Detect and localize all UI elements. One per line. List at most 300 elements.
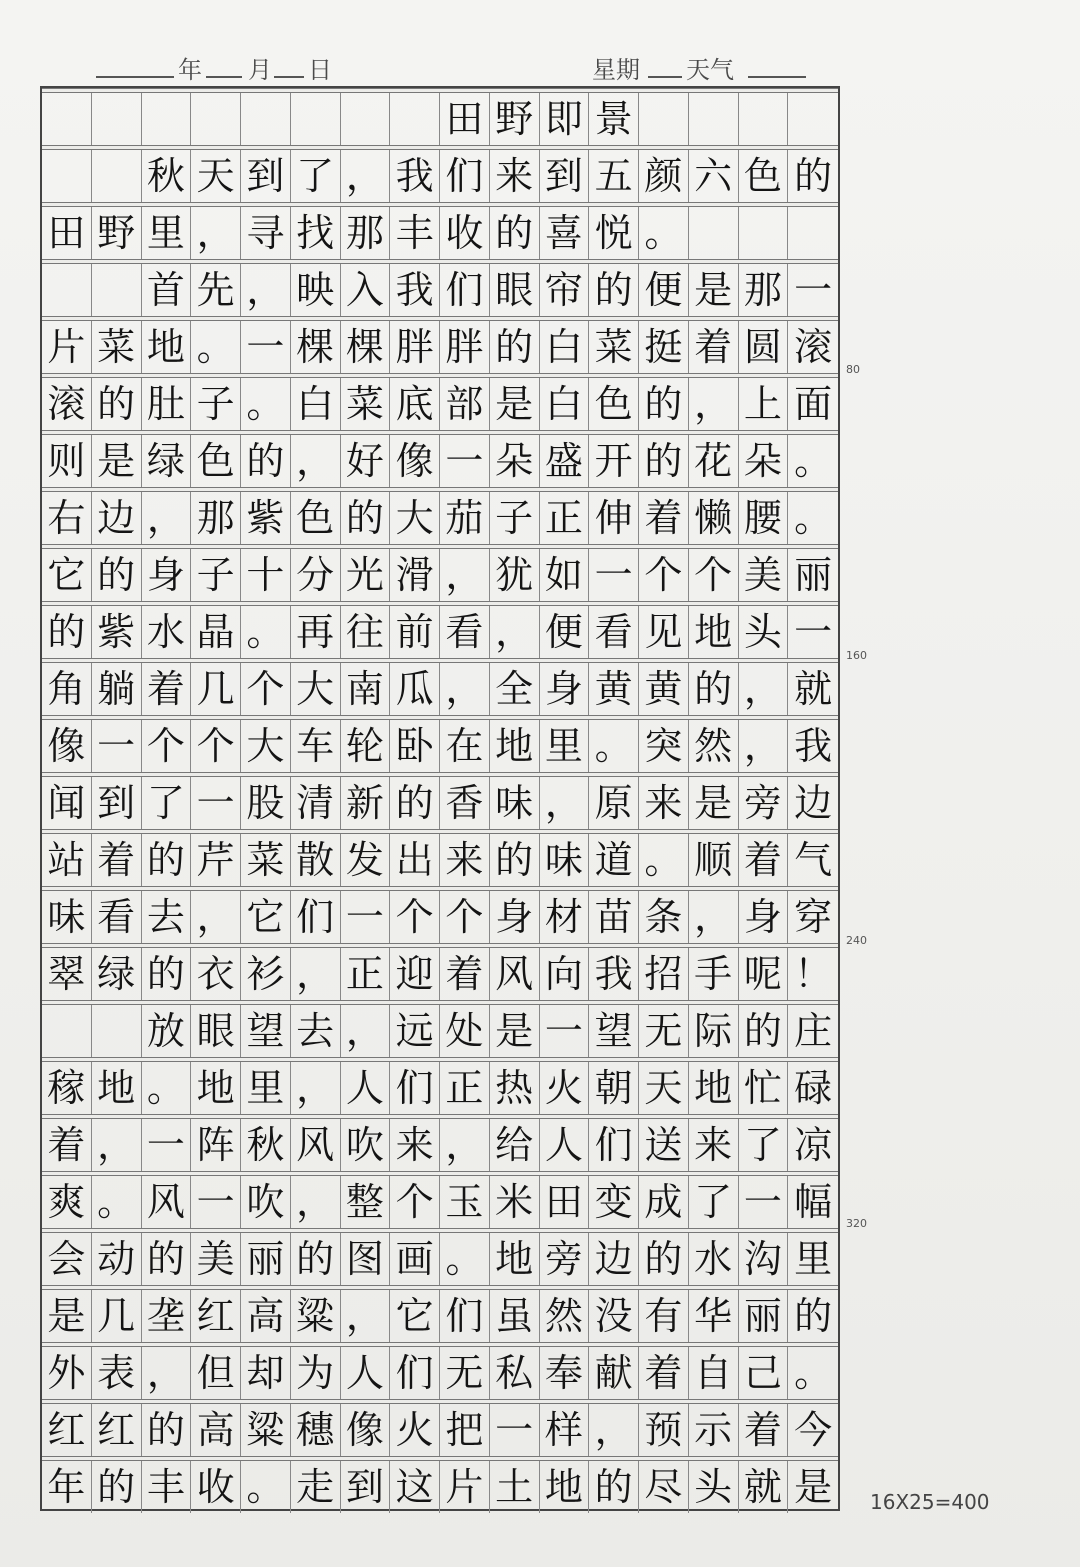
grid-cell: 着 — [639, 492, 689, 544]
grid-row — [42, 658, 838, 715]
grid-cell: 圆 — [739, 321, 789, 373]
grid-cell: 滚 — [42, 378, 92, 430]
grid-cell: 一 — [794, 268, 833, 312]
grid-cell: ， — [341, 150, 391, 202]
grid-cell: ， — [291, 435, 341, 487]
grid-row — [42, 1228, 838, 1285]
grid-cell: 滑 — [390, 549, 440, 601]
grid-cell: 那 — [341, 207, 391, 259]
grid-row — [42, 1399, 838, 1456]
grid-cell: 地 — [540, 1461, 590, 1513]
date-header — [0, 44, 1080, 84]
grid-cell: 穿 — [794, 895, 833, 939]
grid-cell: 气 — [794, 838, 833, 882]
grid-cell: 南 — [341, 663, 391, 715]
grid-cell: 华 — [689, 1290, 739, 1342]
grid-cell: 正 — [540, 492, 590, 544]
row-cells — [42, 606, 838, 658]
row-cells — [42, 492, 838, 544]
grid-cell: 站 — [42, 834, 92, 886]
grid-cell — [291, 93, 341, 145]
grid-row — [42, 373, 838, 430]
grid-cell — [241, 93, 291, 145]
grid-cell: 看 — [589, 606, 639, 658]
grid-cell: 五 — [589, 150, 639, 202]
grid-cell: 这 — [390, 1461, 440, 1513]
row-cells — [42, 1062, 838, 1114]
grid-cell: ， — [739, 663, 789, 715]
grid-cell: 是 — [490, 1005, 540, 1057]
grid-cell: 挺 — [639, 321, 689, 373]
grid-cell: 成 — [639, 1176, 689, 1228]
grid-cell: 出 — [390, 834, 440, 886]
grid-cell: 的 — [142, 1404, 192, 1456]
grid-cell: ， — [291, 1062, 341, 1114]
grid-cell: 们 — [390, 1062, 440, 1114]
grid-cell: 部 — [440, 378, 490, 430]
grid-cell: 人 — [341, 1347, 391, 1399]
grid-row — [42, 430, 838, 487]
grid-cell: ， — [490, 606, 540, 658]
year-blank — [96, 54, 174, 78]
grid-cell: 。 — [794, 1351, 833, 1395]
grid-cell: 高 — [191, 1404, 241, 1456]
grid-cell: 吹 — [241, 1176, 291, 1228]
grid-cell: 胖 — [440, 321, 490, 373]
grid-cell: 。 — [794, 439, 833, 483]
grid-cell: 忙 — [739, 1062, 789, 1114]
grid-cell: 便 — [540, 606, 590, 658]
grid-cell: 的 — [92, 378, 142, 430]
grid-cell: 热 — [490, 1062, 540, 1114]
grid-cell: 田 — [42, 207, 92, 259]
grid-cell: 的 — [42, 606, 92, 658]
row-cells — [42, 663, 838, 715]
grid-cell: 色 — [191, 435, 241, 487]
grid-cell: 身 — [540, 663, 590, 715]
grid-cell: 一 — [440, 435, 490, 487]
grid-cell: 看 — [92, 891, 142, 943]
grid-cell: 身 — [142, 549, 192, 601]
grid-cell: 地 — [191, 1062, 241, 1114]
month-label: 月 — [248, 56, 272, 84]
grid-cell — [341, 93, 391, 145]
row-cells — [42, 948, 838, 1000]
grid-cell: 放 — [142, 1005, 192, 1057]
grid-cell: 但 — [191, 1347, 241, 1399]
grid-cell: 菜 — [92, 321, 142, 373]
grid-cell: ， — [142, 492, 192, 544]
grid-cell: 无 — [639, 1005, 689, 1057]
grid-cell: 远 — [390, 1005, 440, 1057]
grid-cell: 十 — [241, 549, 291, 601]
grid-cell: 正 — [341, 948, 391, 1000]
grid-cell: 的 — [341, 492, 391, 544]
grid-cell: 。 — [241, 1461, 291, 1513]
grid-cell: 个 — [142, 720, 192, 772]
grid-cell: 一 — [191, 777, 241, 829]
grid-row — [42, 601, 838, 658]
grid-cell: 人 — [540, 1119, 590, 1171]
grid-cell: 个 — [390, 1176, 440, 1228]
grid-cell: 一 — [794, 610, 833, 654]
grid-cell: ， — [92, 1119, 142, 1171]
grid-cell: 来 — [639, 777, 689, 829]
grid-cell: 我 — [390, 264, 440, 316]
grid-cell: 的 — [794, 154, 833, 198]
grid-cell: 来 — [490, 150, 540, 202]
grid-cell: 顺 — [689, 834, 739, 886]
margin-number: 160 — [846, 649, 867, 662]
grid-cell: 的 — [490, 207, 540, 259]
grid-cell: ！ — [794, 952, 833, 996]
grid-cell: 道 — [589, 834, 639, 886]
grid-cell: 朵 — [739, 435, 789, 487]
grid-cell: 旁 — [540, 1233, 590, 1285]
grid-cell: 味 — [540, 834, 590, 886]
grid-cell: 田 — [540, 1176, 590, 1228]
row-cells — [42, 891, 838, 943]
grid-cell: 天 — [639, 1062, 689, 1114]
grid-cell: 翠 — [42, 948, 92, 1000]
grid-cell: 动 — [92, 1233, 142, 1285]
grid-cell: ， — [540, 777, 590, 829]
grid-cell: 一 — [739, 1176, 789, 1228]
grid-row — [42, 1285, 838, 1342]
grid-cell: 里 — [241, 1062, 291, 1114]
grid-cell: 个 — [639, 549, 689, 601]
grid-cell: 犹 — [490, 549, 540, 601]
grid-cell: 高 — [241, 1290, 291, 1342]
grid-cell: 的 — [241, 435, 291, 487]
grid-cell: 是 — [794, 1465, 833, 1509]
row-cells — [42, 1233, 838, 1285]
grid-cell: 的 — [589, 1461, 639, 1513]
grid-cell: 图 — [341, 1233, 391, 1285]
grid-cell: 美 — [739, 549, 789, 601]
grid-cell: 色 — [739, 150, 789, 202]
grid-cell: 红 — [191, 1290, 241, 1342]
grid-cell: 来 — [390, 1119, 440, 1171]
grid-cell: 们 — [589, 1119, 639, 1171]
grid-cell: 来 — [689, 1119, 739, 1171]
grid-cell: 土 — [490, 1461, 540, 1513]
grid-cell: 会 — [42, 1233, 92, 1285]
grid-cell — [42, 150, 92, 202]
grid-cell — [92, 264, 142, 316]
grid-cell: 到 — [241, 150, 291, 202]
row-cells — [42, 150, 838, 202]
grid-cell: 轮 — [341, 720, 391, 772]
grid-cell: 丽 — [739, 1290, 789, 1342]
grid-cell: 沟 — [739, 1233, 789, 1285]
grid-cell: 首 — [142, 264, 192, 316]
grid-cell: 一 — [92, 720, 142, 772]
grid-row — [42, 1456, 838, 1513]
grid-cell: 胖 — [390, 321, 440, 373]
grid-cell: 悦 — [589, 207, 639, 259]
grid-cell: ， — [241, 264, 291, 316]
grid-cell: 的 — [142, 1233, 192, 1285]
grid-cell: 紫 — [92, 606, 142, 658]
grid-cell: 入 — [341, 264, 391, 316]
grid-cell: 晶 — [191, 606, 241, 658]
grid-cell: 我 — [390, 150, 440, 202]
grid-cell — [191, 93, 241, 145]
grid-cell: 紫 — [241, 492, 291, 544]
grid-cell — [689, 207, 739, 259]
grid-cell: 了 — [739, 1119, 789, 1171]
grid-cell — [390, 93, 440, 145]
grid-cell: 黄 — [639, 663, 689, 715]
row-cells — [42, 1404, 838, 1456]
grid-cell: ， — [291, 948, 341, 1000]
grid-cell: 。 — [639, 834, 689, 886]
weather-label: 天气 — [686, 56, 734, 84]
grid-cell: 上 — [739, 378, 789, 430]
grid-cell: 却 — [241, 1347, 291, 1399]
grid-cell: 如 — [540, 549, 590, 601]
grid-cell: 棵 — [341, 321, 391, 373]
grid-cell: 大 — [241, 720, 291, 772]
grid-cell: 是 — [42, 1290, 92, 1342]
grid-row — [42, 1114, 838, 1171]
grid-cell: 映 — [291, 264, 341, 316]
grid-cell: 凉 — [794, 1123, 833, 1167]
grid-cell: 处 — [440, 1005, 490, 1057]
grid-cell: 边 — [589, 1233, 639, 1285]
grid-cell: 新 — [341, 777, 391, 829]
grid-cell: 。 — [241, 606, 291, 658]
grid-cell: 了 — [142, 777, 192, 829]
grid-cell: 菜 — [341, 378, 391, 430]
grid-cell: 的 — [92, 1461, 142, 1513]
grid-row — [42, 259, 838, 316]
row-cells — [42, 264, 838, 316]
grid-row — [42, 1342, 838, 1399]
day-label: 日 — [308, 56, 332, 84]
grid-cell: 几 — [191, 663, 241, 715]
grid-row — [42, 715, 838, 772]
grid-cell: 整 — [341, 1176, 391, 1228]
grid-cell: 风 — [142, 1176, 192, 1228]
grid-cell: 往 — [341, 606, 391, 658]
grid-cell: 大 — [291, 663, 341, 715]
grid-cell: 个 — [390, 891, 440, 943]
grid-cell: 招 — [639, 948, 689, 1000]
grid-row — [42, 202, 838, 259]
grid-cell — [739, 93, 789, 145]
grid-cell: 丰 — [390, 207, 440, 259]
grid-cell: 天 — [191, 150, 241, 202]
grid-cell — [42, 1005, 92, 1057]
grid-cell: 吹 — [341, 1119, 391, 1171]
grid-cell: 分 — [291, 549, 341, 601]
row-cells — [42, 378, 838, 430]
grid-cell: 苗 — [589, 891, 639, 943]
grid-cell: 然 — [540, 1290, 590, 1342]
grid-cell: 的 — [291, 1233, 341, 1285]
grid-cell: 然 — [689, 720, 739, 772]
grid-cell: 到 — [341, 1461, 391, 1513]
grid-cell: 里 — [540, 720, 590, 772]
grid-cell: 个 — [191, 720, 241, 772]
grid-cell: 风 — [490, 948, 540, 1000]
grid-cell: ， — [191, 891, 241, 943]
grid-cell: 我 — [589, 948, 639, 1000]
grid-cell: 景 — [589, 93, 639, 145]
grid-cell: 示 — [689, 1404, 739, 1456]
grid-cell: 味 — [42, 891, 92, 943]
row-cells — [42, 720, 838, 772]
grid-cell: 着 — [142, 663, 192, 715]
grid-cell: 即 — [540, 93, 590, 145]
grid-cell: 绿 — [142, 435, 192, 487]
grid-cell: 伸 — [589, 492, 639, 544]
year-label: 年 — [178, 56, 202, 84]
grid-cell: 。 — [639, 207, 689, 259]
grid-cell: 腰 — [739, 492, 789, 544]
grid-cell: ， — [739, 720, 789, 772]
grid-cell: 人 — [341, 1062, 391, 1114]
grid-cell: 躺 — [92, 663, 142, 715]
grid-cell: 黄 — [589, 663, 639, 715]
grid-cell: 朝 — [589, 1062, 639, 1114]
grid-cell: 是 — [689, 264, 739, 316]
grid-cell: 子 — [490, 492, 540, 544]
grid-cell: 它 — [390, 1290, 440, 1342]
grid-cell: 光 — [341, 549, 391, 601]
grid-row — [42, 1171, 838, 1228]
grid-cell: 那 — [191, 492, 241, 544]
grid-cell: 卧 — [390, 720, 440, 772]
grid-cell: 一 — [191, 1176, 241, 1228]
margin-number: 240 — [846, 934, 867, 947]
grid-cell — [92, 93, 142, 145]
row-cells — [42, 207, 838, 259]
row-cells — [42, 1119, 838, 1171]
grid-cell: 献 — [589, 1347, 639, 1399]
grid-cell: 们 — [291, 891, 341, 943]
grid-cell — [42, 264, 92, 316]
grid-cell: 来 — [440, 834, 490, 886]
grid-cell: 大 — [390, 492, 440, 544]
grid-cell: ， — [689, 378, 739, 430]
grid-cell: 丰 — [142, 1461, 192, 1513]
grid-cell: 先 — [191, 264, 241, 316]
weekday-label: 星期 — [592, 56, 640, 84]
grid-row — [42, 316, 838, 373]
grid-cell: 茄 — [440, 492, 490, 544]
grid-cell: 子 — [191, 549, 241, 601]
grid-cell: 们 — [390, 1347, 440, 1399]
grid-cell: 子 — [191, 378, 241, 430]
grid-cell: 头 — [689, 1461, 739, 1513]
grid-cell: 玉 — [440, 1176, 490, 1228]
grid-cell: 边 — [794, 781, 833, 825]
grid-cell: 向 — [540, 948, 590, 1000]
grid-cell: 一 — [589, 549, 639, 601]
grid-cell: 水 — [689, 1233, 739, 1285]
grid-cell: 颜 — [639, 150, 689, 202]
grid-cell: 今 — [794, 1408, 833, 1452]
grid-cell: 帘 — [540, 264, 590, 316]
grid-cell: 们 — [440, 1290, 490, 1342]
grid-cell: 我 — [794, 724, 833, 768]
grid-cell: 个 — [689, 549, 739, 601]
grid-row — [42, 943, 838, 1000]
grid-cell: 红 — [92, 1404, 142, 1456]
grid-row — [42, 886, 838, 943]
grid-cell: 。 — [191, 321, 241, 373]
row-cells — [42, 1005, 838, 1057]
grid-cell: 瓜 — [390, 663, 440, 715]
grid-cell: 面 — [794, 382, 833, 426]
grid-cell: 突 — [639, 720, 689, 772]
grid-cell: 年 — [42, 1461, 92, 1513]
grid-cell: 像 — [341, 1404, 391, 1456]
grid-cell — [689, 93, 739, 145]
grid-cell: ， — [142, 1347, 192, 1399]
grid-cell: 风 — [291, 1119, 341, 1171]
grid-cell: 香 — [440, 777, 490, 829]
grid-cell — [639, 93, 689, 145]
day-blank — [274, 54, 304, 78]
manuscript-grid — [40, 86, 840, 1511]
grid-cell: 则 — [42, 435, 92, 487]
grid-cell: 一 — [540, 1005, 590, 1057]
grid-cell: 阵 — [191, 1119, 241, 1171]
grid-cell: 它 — [42, 549, 92, 601]
grid-row — [42, 829, 838, 886]
grid-cell: ， — [440, 663, 490, 715]
grid-cell — [42, 93, 92, 145]
grid-cell: 衣 — [191, 948, 241, 1000]
grid-cell: 画 — [390, 1233, 440, 1285]
grid-row — [42, 145, 838, 202]
grid-cell: 开 — [589, 435, 639, 487]
grid-cell: 们 — [440, 150, 490, 202]
grid-cell: 片 — [440, 1461, 490, 1513]
grid-cell: 片 — [42, 321, 92, 373]
grid-cell: 火 — [390, 1404, 440, 1456]
grid-cell: 样 — [540, 1404, 590, 1456]
month-blank — [206, 54, 242, 78]
grid-cell: 车 — [291, 720, 341, 772]
grid-cell: 朵 — [490, 435, 540, 487]
grid-cell: 便 — [639, 264, 689, 316]
grid-cell: 着 — [42, 1119, 92, 1171]
grid-cell: 。 — [92, 1176, 142, 1228]
row-cells — [42, 321, 838, 373]
grid-cell: 懒 — [689, 492, 739, 544]
row-cells — [42, 777, 838, 829]
grid-cell: 把 — [440, 1404, 490, 1456]
grid-cell: 个 — [241, 663, 291, 715]
grid-cell: 棵 — [291, 321, 341, 373]
grid-cell: 无 — [440, 1347, 490, 1399]
grid-cell: 像 — [390, 435, 440, 487]
grid-row — [42, 88, 838, 145]
grid-cell: ， — [291, 1176, 341, 1228]
grid-cell: 地 — [490, 720, 540, 772]
grid-cell: 野 — [92, 207, 142, 259]
row-cells — [42, 834, 838, 886]
grid-cell: 的 — [490, 834, 540, 886]
grid-cell: 望 — [589, 1005, 639, 1057]
grid-cell: 的 — [639, 378, 689, 430]
grid-cell: 喜 — [540, 207, 590, 259]
